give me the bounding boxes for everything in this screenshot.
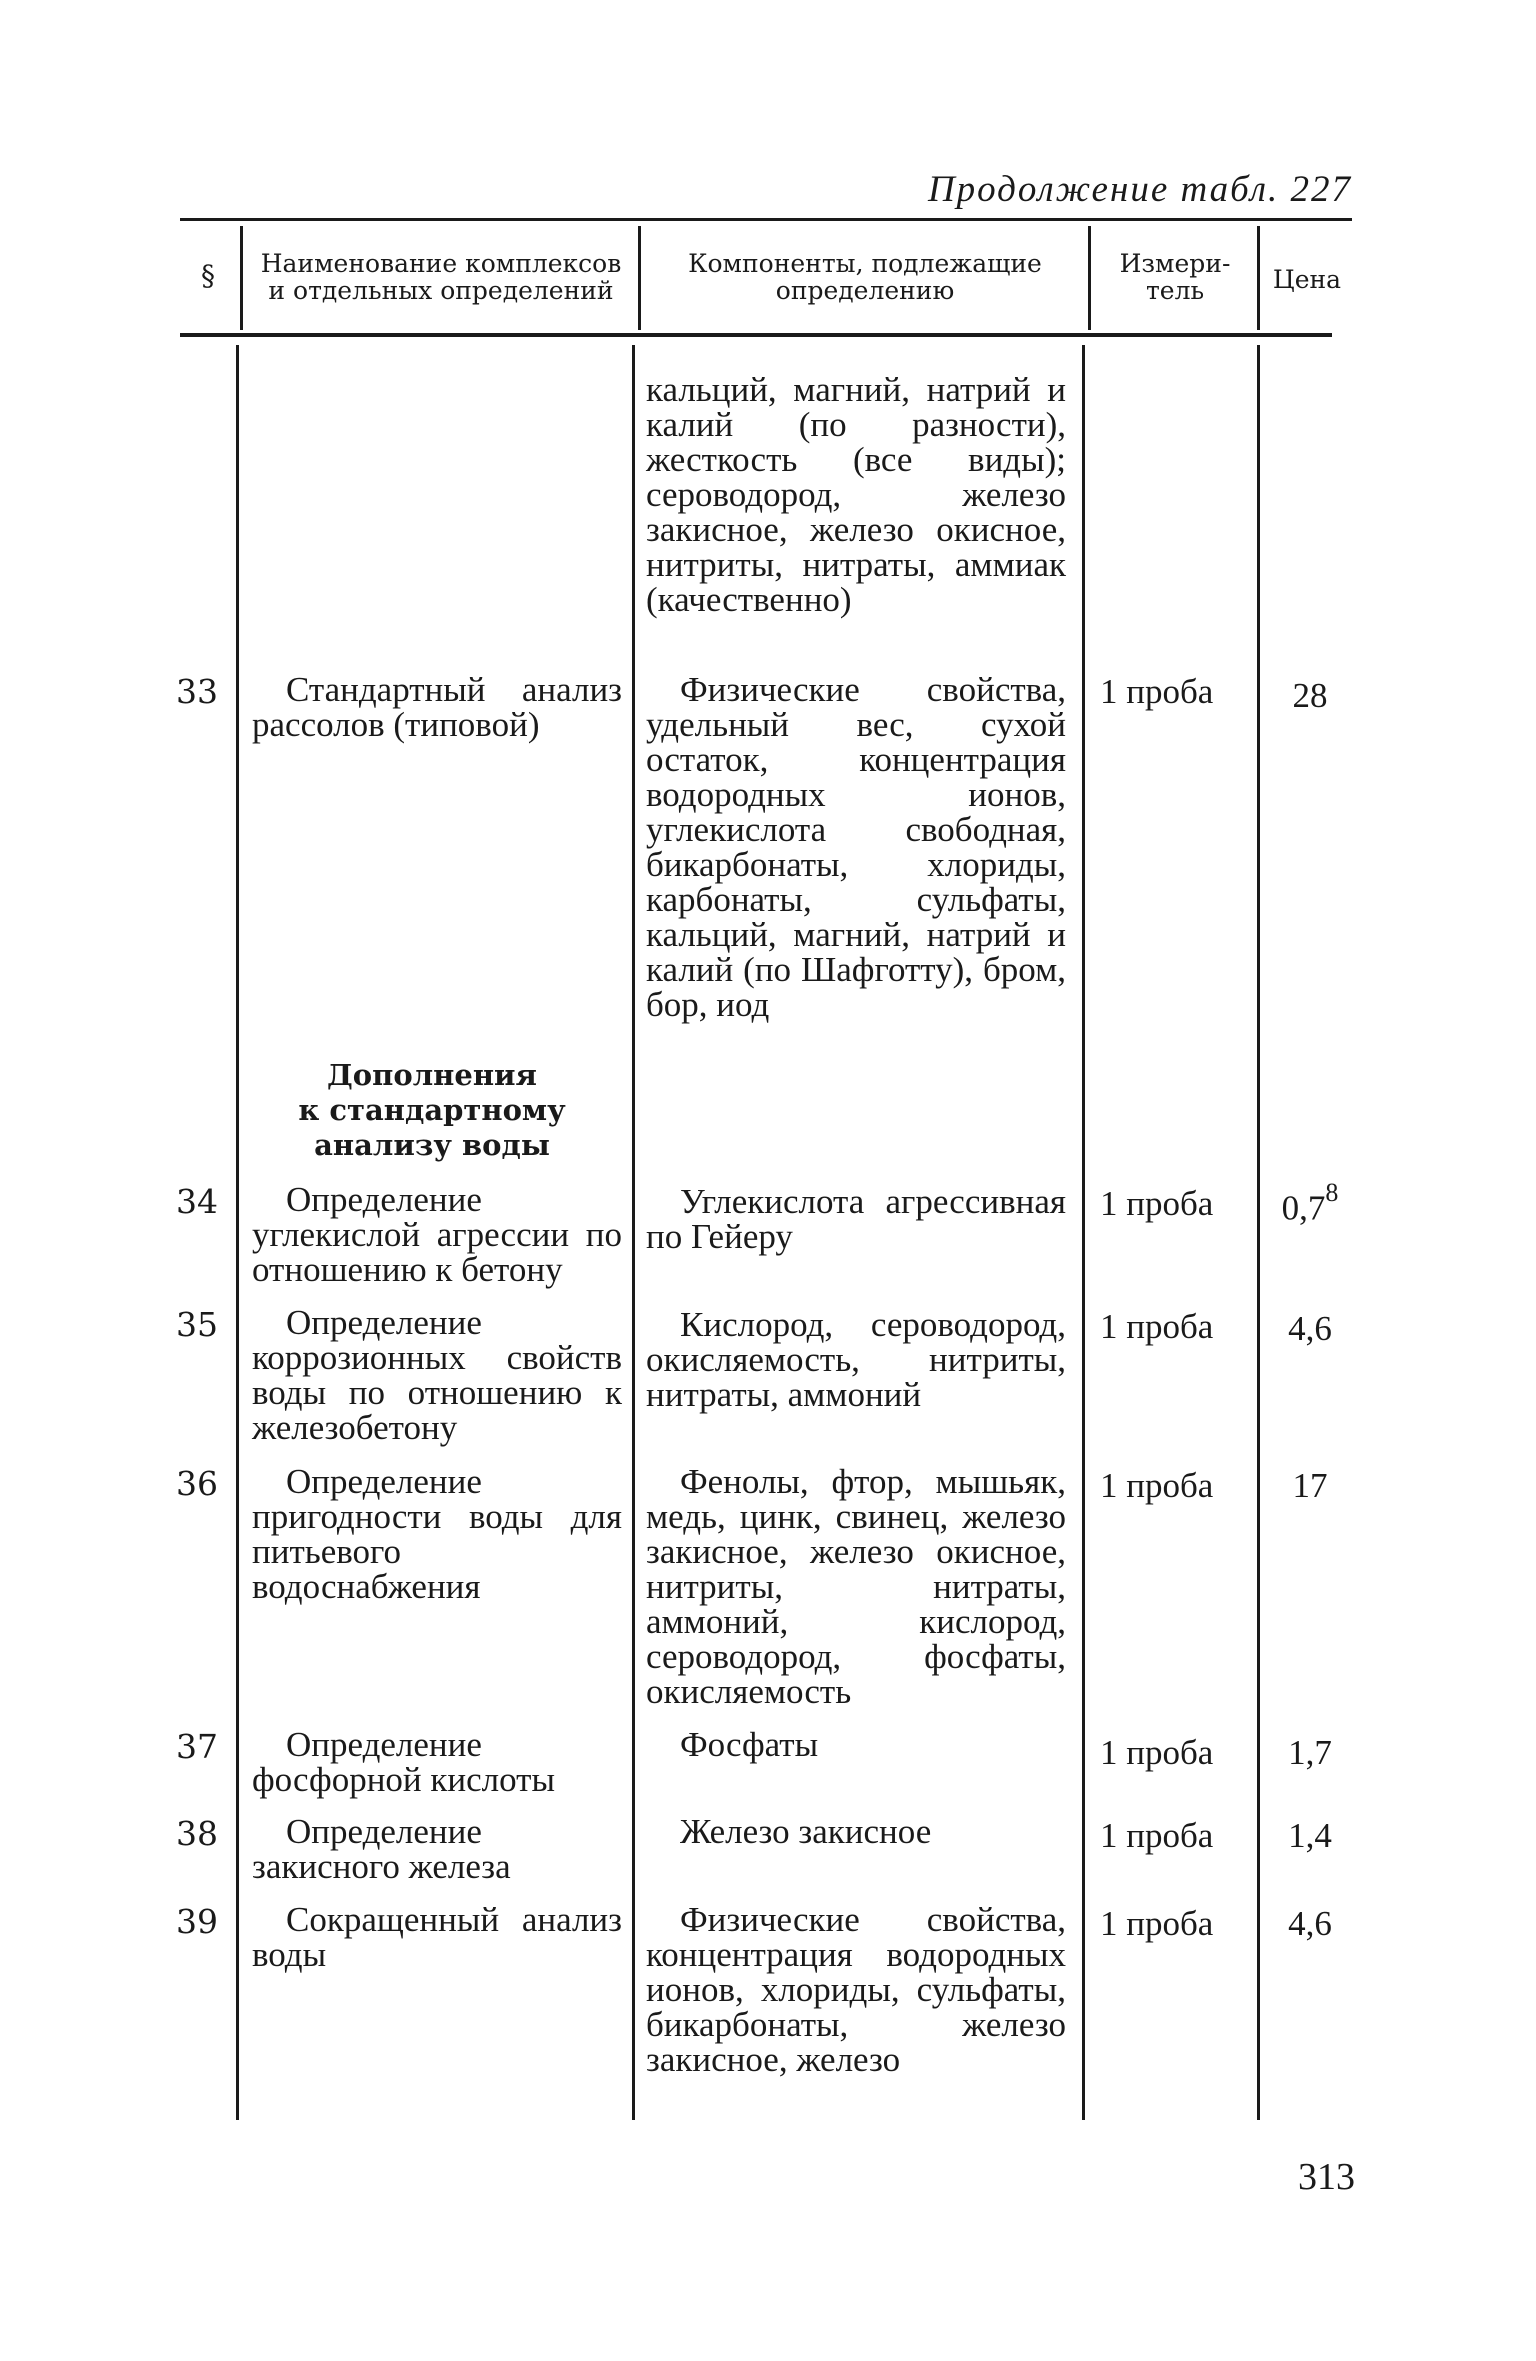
row-number-33: 33 [176, 672, 218, 711]
price-value: 0,7 [1281, 1188, 1326, 1228]
row-price-36: 17 [1292, 1466, 1328, 1505]
body-divider-1 [236, 345, 239, 2120]
header-section: § [201, 259, 215, 292]
row-number-37: 37 [176, 1727, 218, 1766]
row-price-33: 28 [1292, 676, 1328, 715]
header-components: Компоненты, подлежащие определению [688, 249, 1042, 305]
row-components-38: Железо закисное [680, 1812, 932, 1851]
header-divider-2 [638, 226, 641, 330]
row-number-35: 35 [176, 1305, 218, 1344]
row-unit-33: 1 проба [1100, 672, 1214, 711]
row-number-39: 39 [176, 1902, 218, 1941]
row-name-38: Определение закисного железа [252, 1812, 511, 1886]
header-divider-4 [1257, 226, 1260, 330]
row-name-39: Сокращенный анализ воды [252, 1900, 622, 1974]
row-name-34: Определение углекислой агрессии по отношению к бетону [252, 1180, 622, 1289]
price-superscript: 8 [1325, 1178, 1339, 1207]
row-unit-38: 1 проба [1100, 1816, 1214, 1855]
header-divider-1 [240, 226, 243, 330]
table-caption: Продолжение табл. 227 [927, 169, 1352, 210]
row-unit-39: 1 проба [1100, 1904, 1214, 1943]
row-name-36: Определение пригодности воды для питьевого водоснабжения [252, 1462, 622, 1606]
row-name-37: Определение фосфорной кислоты [252, 1725, 555, 1799]
row-components-34: Углекислота агрессивная по Гейеру [646, 1182, 1066, 1256]
row-price-37: 1,7 [1288, 1733, 1332, 1772]
body-divider-2 [632, 345, 635, 2120]
row-components-39: Физические свойства, концентрация водородных ионов, хлориды, сульфаты, бикарбонаты, железо закисное, железо [646, 1900, 1066, 2079]
row-unit-36: 1 проба [1100, 1466, 1214, 1505]
section-heading: Дополнения к стандартному анализу воды [298, 1058, 566, 1162]
row-number-34: 34 [176, 1182, 218, 1221]
header-unit: Измери- тель [1119, 249, 1231, 305]
row-price-35: 4,6 [1288, 1309, 1332, 1348]
row-name-35: Определение коррозионных свойств воды по отношению к железобетону [252, 1303, 622, 1447]
body-divider-3 [1082, 345, 1085, 2120]
row-unit-34: 1 проба [1100, 1184, 1214, 1223]
row-name-33: Стандартный анализ рассолов (типовой) [252, 670, 622, 744]
row-price-39: 4,6 [1288, 1904, 1332, 1943]
table-top-rule [180, 218, 1352, 221]
row-price-34 [1270, 1178, 1350, 1229]
header-price: Цена [1272, 265, 1342, 294]
row-components-33: Физические свойства, удельный вес, сухой остаток, концентрация водородных ионов, углекислота свободная, бикарбонаты, хлориды, карбонаты, сульфаты, кальций, магний, натрий и калий (по Шафготту), бром, бор, иод [646, 670, 1066, 1024]
row-unit-35: 1 проба [1100, 1307, 1214, 1346]
table-header-rule [180, 333, 1332, 337]
header-name: Наименование комплексов и отдельных определений [260, 249, 622, 305]
row-components-35: Кислород, сероводород, окисляемость, нитриты, нитраты, аммоний [646, 1305, 1066, 1414]
continued-components: кальций, магний, натрий и калий (по разности), жесткость (все виды); сероводород, железо закисное, железо окисное, нитриты, нитраты, аммиак (качественно) [646, 370, 1066, 619]
row-price-38: 1,4 [1288, 1816, 1332, 1855]
row-unit-37: 1 проба [1100, 1733, 1214, 1772]
body-divider-4 [1257, 345, 1260, 2120]
row-components-37: Фосфаты [680, 1725, 819, 1764]
row-number-38: 38 [176, 1814, 218, 1853]
row-number-36: 36 [176, 1464, 218, 1503]
page-number: 313 [1298, 2156, 1355, 2198]
header-divider-3 [1088, 226, 1091, 330]
row-components-36: Фенолы, фтор, мышьяк, медь, цинк, свинец, железо закисное, железо окисное, нитриты, нитраты, аммоний, кислород, сероводород, фосфаты, окисляемость [646, 1462, 1066, 1711]
